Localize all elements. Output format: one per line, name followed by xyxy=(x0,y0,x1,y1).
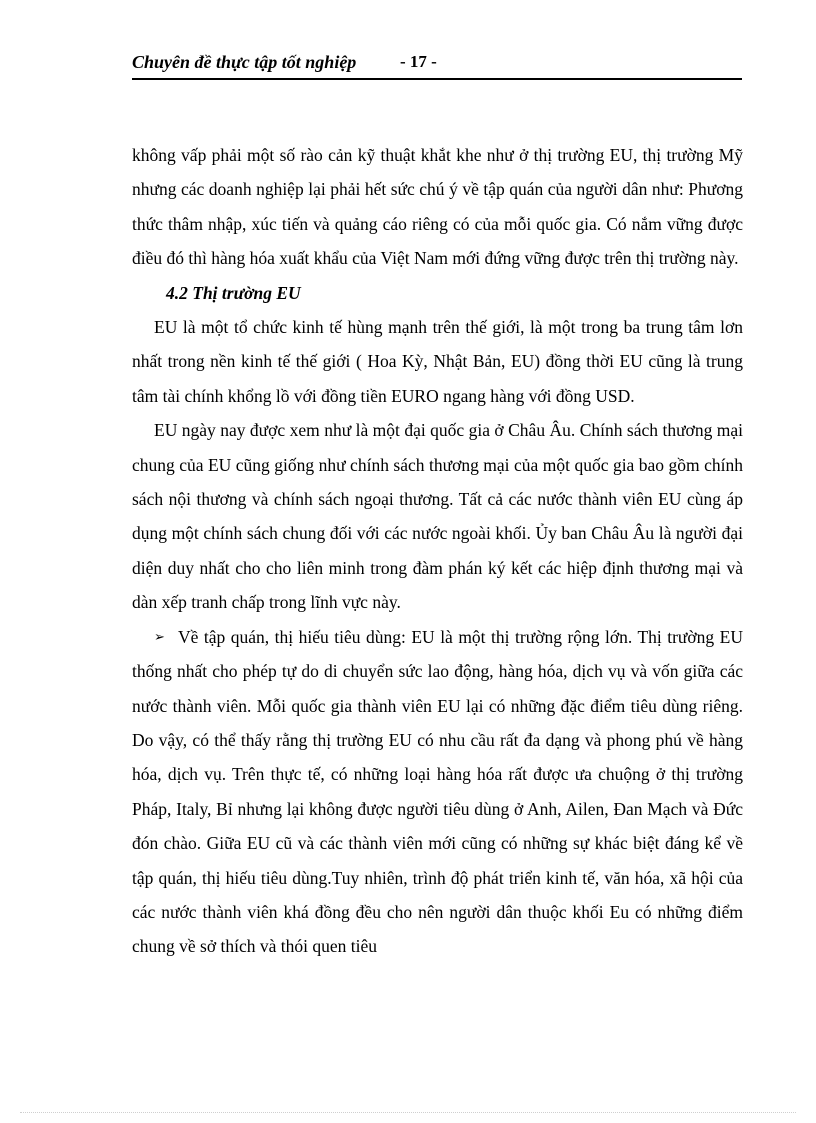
section-heading: 4.2 Thị trường EU xyxy=(166,282,301,303)
footer-divider xyxy=(20,1112,796,1113)
page-header xyxy=(132,52,742,80)
paragraph-2: EU là một tổ chức kinh tế hùng mạnh trên thế giới, là một trong ba trung tâm lơn nhất trong nền kinh tế thế giới ( Hoa Kỳ, Nhật Bản, EU) đồng thời EU cũng là trung tâm tài chính khổng lồ với đồng tiền EURO ngang hàng với đồng USD. xyxy=(132,317,743,406)
page-number: - 17 - xyxy=(400,52,437,71)
document-body xyxy=(132,138,743,964)
document-title: Chuyên đề thực tập tốt nghiệp xyxy=(132,52,357,72)
bullet-paragraph-text: Về tập quán, thị hiếu tiêu dùng: EU là một thị trường rộng lớn. Thị trường EU thống nhất cho phép tự do di chuyển sức lao động, hàng hóa, dịch vụ và vốn giữa các nước thành viên. Mỗi quốc gia thành viên EU lại có những đặc điểm tiêu dùng riêng. Do vậy, có thể thấy rằng thị trường EU có nhu cầu rất đa dạng và phong phú về hàng hóa, dịch vụ. Trên thực tế, có những loại hàng hóa rất được ưa chuộng ở thị trường Pháp, Italy, Bỉ nhưng lại không được người tiêu dùng ở Anh, Ailen, Đan Mạch và Đức đón chào. Giữa EU cũ và các thành viên mới cũng có những sự khác biệt đáng kể về tập quán, thị hiếu tiêu dùng.Tuy nhiên, trình độ phát triển kinh tế, văn hóa, xã hội của các nước thành viên khá đồng đều cho nên người dân thuộc khối Eu có những điểm chung về sở thích và thói quen tiêu xyxy=(132,626,743,957)
paragraph-1: không vấp phải một số rào cản kỹ thuật khắt khe như ở thị trường EU, thị trường Mỹ nhưng các doanh nghiệp lại phải hết sức chú ý về tập quán của người dân như: Phương thức thâm nhập, xúc tiến và quảng cáo riêng có của mỗi quốc gia. Có nắm vững được điều đó thì hàng hóa xuất khẩu của Việt Nam mới đứng vững được trên thị trường này. xyxy=(132,145,743,269)
arrow-bullet-icon: ➢ xyxy=(154,628,165,644)
bullet-paragraph xyxy=(132,620,743,964)
paragraph-3: EU ngày nay được xem như là một đại quốc gia ở Châu Âu. Chính sách thương mại chung của EU cũng giống như chính sách thương mại của một quốc gia bao gồm chính sách nội thương và chính sách ngoại thương. Tất cả các nước thành viên EU cùng áp dụng một chính sách chung đối với các nước ngoài khối. Ủy ban Châu Âu là người đại diện duy nhất cho cho liên minh trong đàm phán ký kết các hiệp định thương mại và dàn xếp tranh chấp trong lĩnh vực này. xyxy=(132,420,743,613)
